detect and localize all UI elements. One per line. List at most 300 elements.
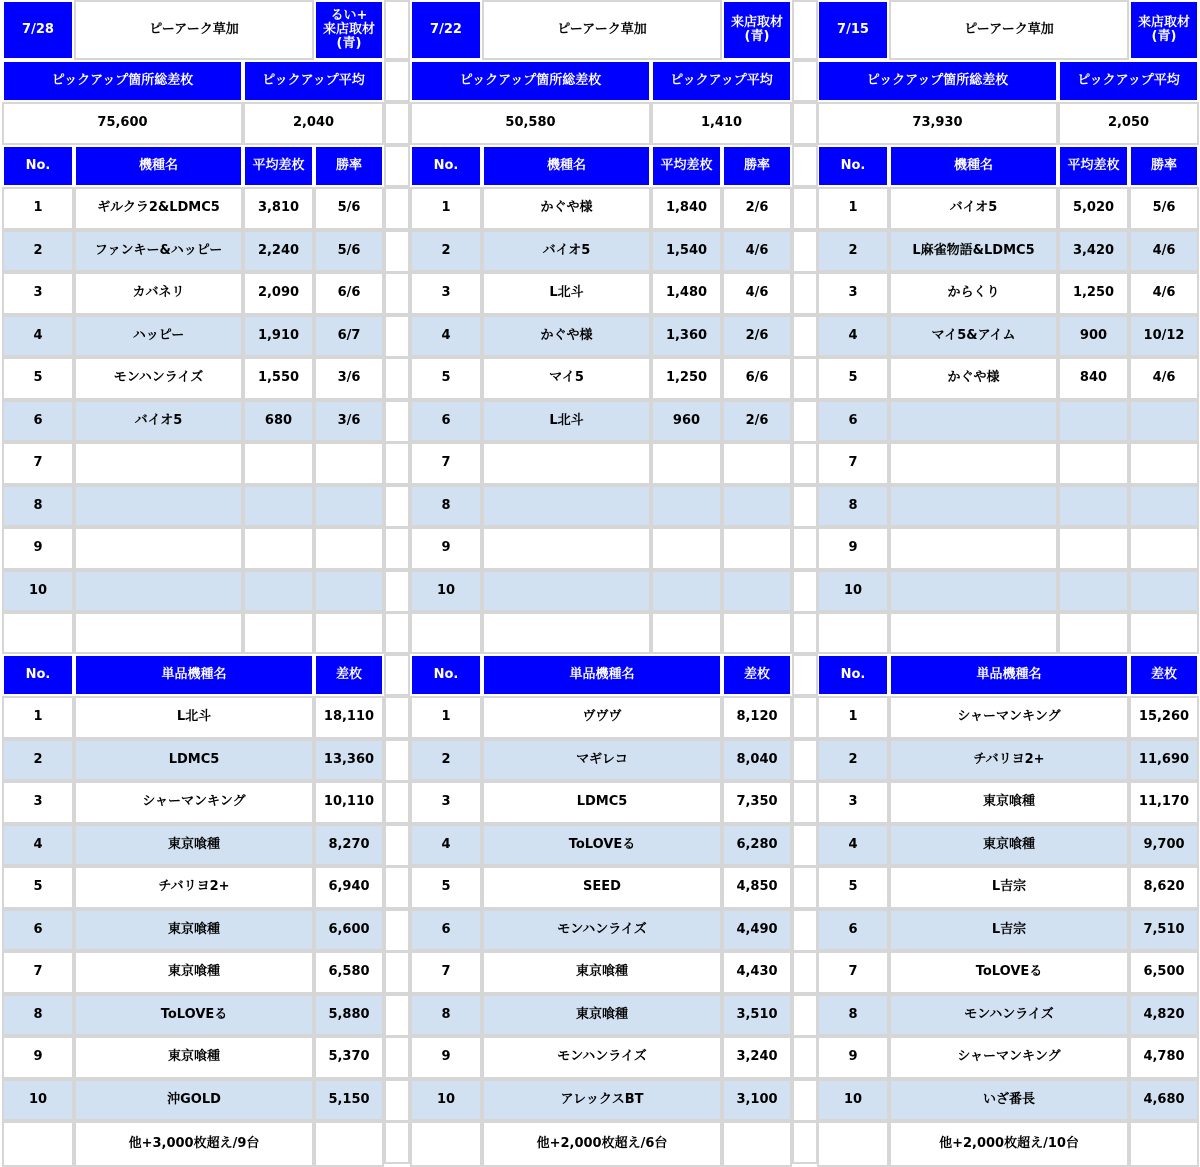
- table-cell: マイ5: [482, 357, 651, 400]
- gap-cell: [792, 1079, 818, 1122]
- table-cell: 6,940: [314, 866, 384, 909]
- table-cell: 5,020: [1058, 187, 1129, 230]
- single-row-no: 4: [410, 824, 482, 866]
- table-cell: 4,490: [722, 909, 792, 951]
- single-row-no: 6: [410, 909, 482, 951]
- gap-cell: [384, 739, 410, 782]
- single-row-no: 5: [2, 866, 74, 909]
- gap-cell: [384, 1079, 410, 1122]
- model-row-no: 2: [817, 230, 889, 272]
- table-cell: いざ番長: [889, 1079, 1129, 1121]
- table-cell: [243, 570, 314, 612]
- table-cell: 15,260: [1129, 696, 1199, 739]
- single-row-no: 8: [817, 994, 889, 1036]
- table-cell: 東京喰種: [889, 781, 1129, 824]
- gap-cell: [792, 696, 818, 739]
- model-row-no: 8: [2, 485, 74, 527]
- model-row-no: 10: [2, 570, 74, 612]
- model-row-no: 10: [410, 570, 482, 612]
- footer-blank: [1129, 1121, 1199, 1167]
- pickup-avg-value: 2,040: [243, 102, 384, 145]
- table-cell: 5,880: [314, 994, 384, 1036]
- single-row-no: 9: [410, 1036, 482, 1079]
- table-cell: 5,150: [314, 1079, 384, 1121]
- gap-cell: [792, 739, 818, 782]
- table-cell: 6/7: [314, 315, 384, 357]
- table-cell: ファンキー&ハッピー: [74, 230, 243, 272]
- pickup-total-value: 73,930: [817, 102, 1058, 145]
- table-cell: [243, 442, 314, 485]
- table-cell: ToLOVEる: [482, 824, 722, 866]
- table-cell: 10,110: [314, 781, 384, 824]
- model-row-no: 7: [410, 442, 482, 485]
- table-cell: [1129, 400, 1199, 442]
- gap-cell: [792, 145, 818, 187]
- model-row-no: 6: [2, 400, 74, 442]
- table-cell: バイオ5: [482, 230, 651, 272]
- table-cell: 6/6: [314, 272, 384, 315]
- single-row-no: 9: [2, 1036, 74, 1079]
- footer-note: 他+3,000枚超え/9台: [74, 1121, 314, 1167]
- table-cell: [889, 570, 1058, 612]
- table-cell: 4/6: [722, 272, 792, 315]
- gap-cell: [792, 612, 818, 654]
- table-cell: 6,600: [314, 909, 384, 951]
- table-cell: [314, 527, 384, 570]
- table-cell: L麻雀物語&LDMC5: [889, 230, 1058, 272]
- spacer-cell: [651, 612, 722, 654]
- table-cell: [482, 485, 651, 527]
- model-row-no: 4: [817, 315, 889, 357]
- table-cell: 5/6: [314, 230, 384, 272]
- table-cell: 4/6: [722, 230, 792, 272]
- single-row-no: 6: [817, 909, 889, 951]
- single-row-no: 1: [2, 696, 74, 739]
- table-cell: 3/6: [314, 400, 384, 442]
- gap-cell: [792, 272, 818, 315]
- model-header-cell: 平均差枚: [243, 145, 314, 187]
- table-cell: L吉宗: [889, 866, 1129, 909]
- single-row-no: 1: [410, 696, 482, 739]
- table-cell: 2/6: [722, 315, 792, 357]
- model-row-no: 7: [2, 442, 74, 485]
- single-row-no: 10: [817, 1079, 889, 1121]
- table-cell: [74, 485, 243, 527]
- gap-cell: [792, 1121, 818, 1164]
- panel-gap: [792, 0, 818, 1167]
- table-cell: からくり: [889, 272, 1058, 315]
- table-cell: 東京喰種: [482, 994, 722, 1036]
- single-row-no: 2: [410, 739, 482, 781]
- spacer-cell: [1129, 612, 1199, 654]
- table-cell: 8,620: [1129, 866, 1199, 909]
- table-cell: [243, 527, 314, 570]
- single-row-no: 7: [817, 951, 889, 994]
- date-cell: 7/28: [2, 0, 74, 60]
- single-header-cell: 差枚: [1129, 654, 1199, 696]
- table-cell: 沖GOLD: [74, 1079, 314, 1121]
- single-row-no: 5: [817, 866, 889, 909]
- gap-cell: [792, 102, 818, 145]
- table-cell: 2,090: [243, 272, 314, 315]
- table-cell: [889, 485, 1058, 527]
- table-cell: 4,820: [1129, 994, 1199, 1036]
- table-cell: 東京喰種: [74, 1036, 314, 1079]
- gap-cell: [384, 909, 410, 952]
- table-cell: [74, 570, 243, 612]
- table-cell: ToLOVEる: [889, 951, 1129, 994]
- table-cell: SEED: [482, 866, 722, 909]
- table-cell: 1,360: [651, 315, 722, 357]
- store-name: ピーアーク草加: [482, 0, 722, 60]
- single-row-no: 3: [410, 781, 482, 824]
- footer-note: 他+2,000枚超え/10台: [889, 1121, 1129, 1167]
- spacer-cell: [482, 612, 651, 654]
- table-cell: L北斗: [482, 272, 651, 315]
- model-row-no: 2: [410, 230, 482, 272]
- table-cell: 3,810: [243, 187, 314, 230]
- table-cell: 3,240: [722, 1036, 792, 1079]
- table-cell: 7,510: [1129, 909, 1199, 951]
- table-cell: 東京喰種: [74, 951, 314, 994]
- single-row-no: 9: [817, 1036, 889, 1079]
- table-cell: 東京喰種: [74, 824, 314, 866]
- single-row-no: 3: [2, 781, 74, 824]
- single-row-no: 7: [2, 951, 74, 994]
- table-cell: L北斗: [74, 696, 314, 739]
- table-cell: 4/6: [1129, 357, 1199, 400]
- gap-cell: [384, 570, 410, 613]
- gap-cell: [792, 1036, 818, 1079]
- model-header-cell: No.: [817, 145, 889, 187]
- single-row-no: 1: [817, 696, 889, 739]
- model-row-no: 7: [817, 442, 889, 485]
- single-row-no: 10: [2, 1079, 74, 1121]
- table-cell: [651, 570, 722, 612]
- table-cell: [722, 442, 792, 485]
- model-header-cell: 機種名: [74, 145, 243, 187]
- spacer-cell: [243, 612, 314, 654]
- single-header-cell: 差枚: [722, 654, 792, 696]
- gap-cell: [384, 145, 410, 187]
- single-header-cell: 単品機種名: [889, 654, 1129, 696]
- table-cell: 1,540: [651, 230, 722, 272]
- visit-note: 来店取材 (青): [1129, 0, 1199, 60]
- pickup-avg-label: ピックアップ平均: [1058, 60, 1199, 102]
- table-cell: 4,430: [722, 951, 792, 994]
- footer-blank: [410, 1121, 482, 1167]
- footer-blank: [314, 1121, 384, 1167]
- single-row-no: 7: [410, 951, 482, 994]
- store-name: ピーアーク草加: [74, 0, 314, 60]
- table-cell: 4,850: [722, 866, 792, 909]
- model-header-cell: 平均差枚: [651, 145, 722, 187]
- table-cell: 6,500: [1129, 951, 1199, 994]
- table-cell: [1058, 400, 1129, 442]
- table-cell: 3,510: [722, 994, 792, 1036]
- single-row-no: 10: [410, 1079, 482, 1121]
- model-row-no: 9: [2, 527, 74, 570]
- table-cell: [1129, 485, 1199, 527]
- gap-cell: [384, 0, 410, 60]
- table-cell: 6,580: [314, 951, 384, 994]
- report-panel: [817, 0, 1199, 1167]
- table-cell: [651, 485, 722, 527]
- gap-cell: [792, 527, 818, 570]
- single-header-cell: 単品機種名: [482, 654, 722, 696]
- gap-cell: [384, 1036, 410, 1079]
- footer-note: 他+2,000枚超え/6台: [482, 1121, 722, 1167]
- footer-blank: [722, 1121, 792, 1167]
- model-row-no: 6: [410, 400, 482, 442]
- table-cell: 13,360: [314, 739, 384, 781]
- table-cell: 3/6: [314, 357, 384, 400]
- gap-cell: [792, 654, 818, 696]
- table-cell: 3,100: [722, 1079, 792, 1121]
- table-cell: 1,550: [243, 357, 314, 400]
- gap-cell: [384, 230, 410, 273]
- table-cell: [482, 527, 651, 570]
- date-cell: 7/15: [817, 0, 889, 60]
- model-row-no: 8: [817, 485, 889, 527]
- gap-cell: [384, 357, 410, 400]
- table-cell: [722, 485, 792, 527]
- single-row-no: 3: [817, 781, 889, 824]
- table-cell: ヴヴヴ: [482, 696, 722, 739]
- table-cell: [1058, 485, 1129, 527]
- single-row-no: 8: [410, 994, 482, 1036]
- table-cell: [889, 400, 1058, 442]
- gap-cell: [792, 781, 818, 824]
- table-cell: [651, 527, 722, 570]
- gap-cell: [384, 272, 410, 315]
- table-cell: 11,690: [1129, 739, 1199, 781]
- table-cell: チバリヨ2+: [74, 866, 314, 909]
- pickup-avg-label: ピックアップ平均: [651, 60, 792, 102]
- table-cell: カバネリ: [74, 272, 243, 315]
- table-cell: 1,250: [651, 357, 722, 400]
- gap-cell: [792, 230, 818, 273]
- table-cell: 4,680: [1129, 1079, 1199, 1121]
- gap-cell: [384, 866, 410, 909]
- spacer-cell: [889, 612, 1058, 654]
- pickup-total-label: ピックアップ箇所総差枚: [410, 60, 651, 102]
- single-row-no: 8: [2, 994, 74, 1036]
- gap-cell: [792, 315, 818, 358]
- pickup-total-label: ピックアップ箇所総差枚: [2, 60, 243, 102]
- table-cell: LDMC5: [74, 739, 314, 781]
- model-row-no: 1: [2, 187, 74, 230]
- gap-cell: [384, 824, 410, 867]
- table-cell: 11,170: [1129, 781, 1199, 824]
- table-cell: モンハンライズ: [889, 994, 1129, 1036]
- table-cell: ToLOVEる: [74, 994, 314, 1036]
- table-cell: アレックスBT: [482, 1079, 722, 1121]
- table-cell: [482, 442, 651, 485]
- single-header-cell: No.: [817, 654, 889, 696]
- table-cell: 9,700: [1129, 824, 1199, 866]
- table-cell: 4/6: [1129, 230, 1199, 272]
- footer-blank: [2, 1121, 74, 1167]
- model-header-cell: 機種名: [482, 145, 651, 187]
- gap-cell: [792, 994, 818, 1037]
- table-cell: 東京喰種: [482, 951, 722, 994]
- gap-cell: [384, 187, 410, 230]
- table-cell: 840: [1058, 357, 1129, 400]
- single-header-cell: 差枚: [314, 654, 384, 696]
- table-cell: ギルクラ2&LDMC5: [74, 187, 243, 230]
- pickup-total-value: 50,580: [410, 102, 651, 145]
- model-header-cell: 平均差枚: [1058, 145, 1129, 187]
- table-cell: [1129, 442, 1199, 485]
- panel-gap: [384, 0, 410, 1167]
- table-cell: [1129, 527, 1199, 570]
- table-cell: 1,840: [651, 187, 722, 230]
- gap-cell: [792, 485, 818, 528]
- table-cell: バイオ5: [889, 187, 1058, 230]
- gap-cell: [384, 781, 410, 824]
- table-cell: モンハンライズ: [482, 1036, 722, 1079]
- table-cell: シャーマンキング: [74, 781, 314, 824]
- single-row-no: 4: [2, 824, 74, 866]
- table-cell: 960: [651, 400, 722, 442]
- single-header-cell: No.: [2, 654, 74, 696]
- table-cell: [74, 442, 243, 485]
- table-cell: [243, 485, 314, 527]
- single-row-no: 6: [2, 909, 74, 951]
- table-cell: 6,280: [722, 824, 792, 866]
- table-cell: [74, 527, 243, 570]
- visit-note: るい+ 来店取材 (青): [314, 0, 384, 60]
- spacer-cell: [74, 612, 243, 654]
- model-row-no: 3: [2, 272, 74, 315]
- table-cell: [651, 442, 722, 485]
- table-cell: 18,110: [314, 696, 384, 739]
- report-panel: [410, 0, 792, 1167]
- store-name: ピーアーク草加: [889, 0, 1129, 60]
- table-cell: チバリヨ2+: [889, 739, 1129, 781]
- table-cell: 4/6: [1129, 272, 1199, 315]
- model-row-no: 10: [817, 570, 889, 612]
- table-cell: 2/6: [722, 400, 792, 442]
- table-cell: 680: [243, 400, 314, 442]
- model-header-cell: 勝率: [722, 145, 792, 187]
- model-row-no: 4: [410, 315, 482, 357]
- spacer-cell: [817, 612, 889, 654]
- date-cell: 7/22: [410, 0, 482, 60]
- gap-cell: [792, 357, 818, 400]
- table-cell: [1129, 570, 1199, 612]
- pickup-total-value: 75,600: [2, 102, 243, 145]
- model-row-no: 5: [817, 357, 889, 400]
- table-cell: マギレコ: [482, 739, 722, 781]
- model-row-no: 4: [2, 315, 74, 357]
- table-cell: [314, 442, 384, 485]
- gap-cell: [792, 951, 818, 994]
- pickup-avg-label: ピックアップ平均: [243, 60, 384, 102]
- table-cell: マイ5&アイム: [889, 315, 1058, 357]
- model-row-no: 9: [817, 527, 889, 570]
- table-cell: 4,780: [1129, 1036, 1199, 1079]
- table-cell: 5,370: [314, 1036, 384, 1079]
- table-cell: かぐや様: [482, 187, 651, 230]
- table-cell: 6/6: [722, 357, 792, 400]
- model-row-no: 3: [817, 272, 889, 315]
- table-cell: かぐや様: [482, 315, 651, 357]
- model-row-no: 1: [410, 187, 482, 230]
- model-header-cell: 機種名: [889, 145, 1058, 187]
- table-cell: [314, 570, 384, 612]
- gap-cell: [792, 442, 818, 485]
- single-row-no: 4: [817, 824, 889, 866]
- table-cell: [722, 570, 792, 612]
- table-cell: 7,350: [722, 781, 792, 824]
- single-row-no: 5: [410, 866, 482, 909]
- model-row-no: 9: [410, 527, 482, 570]
- model-row-no: 5: [410, 357, 482, 400]
- single-header-cell: No.: [410, 654, 482, 696]
- model-header-cell: No.: [2, 145, 74, 187]
- gap-cell: [384, 315, 410, 358]
- table-cell: [1058, 527, 1129, 570]
- gap-cell: [384, 696, 410, 739]
- gap-cell: [384, 654, 410, 696]
- gap-cell: [384, 102, 410, 145]
- table-cell: 1,480: [651, 272, 722, 315]
- spacer-cell: [314, 612, 384, 654]
- table-cell: [1058, 570, 1129, 612]
- spacer-cell: [722, 612, 792, 654]
- table-cell: 3,420: [1058, 230, 1129, 272]
- model-row-no: 5: [2, 357, 74, 400]
- table-cell: 東京喰種: [74, 909, 314, 951]
- table-cell: モンハンライズ: [74, 357, 243, 400]
- gap-cell: [792, 400, 818, 443]
- table-cell: シャーマンキング: [889, 1036, 1129, 1079]
- model-header-cell: No.: [410, 145, 482, 187]
- table-cell: 2,240: [243, 230, 314, 272]
- table-cell: 8,270: [314, 824, 384, 866]
- table-cell: 10/12: [1129, 315, 1199, 357]
- table-cell: [889, 442, 1058, 485]
- spacer-cell: [2, 612, 74, 654]
- model-row-no: 1: [817, 187, 889, 230]
- table-cell: シャーマンキング: [889, 696, 1129, 739]
- gap-cell: [384, 400, 410, 443]
- gap-cell: [792, 866, 818, 909]
- gap-cell: [384, 527, 410, 570]
- table-cell: 2/6: [722, 187, 792, 230]
- gap-cell: [384, 951, 410, 994]
- gap-cell: [384, 60, 410, 102]
- gap-cell: [384, 1121, 410, 1164]
- table-cell: L北斗: [482, 400, 651, 442]
- table-cell: ハッピー: [74, 315, 243, 357]
- table-cell: 900: [1058, 315, 1129, 357]
- gap-cell: [792, 909, 818, 952]
- visit-note: 来店取材 (青): [722, 0, 792, 60]
- pickup-total-label: ピックアップ箇所総差枚: [817, 60, 1058, 102]
- table-cell: [889, 527, 1058, 570]
- model-row-no: 3: [410, 272, 482, 315]
- table-cell: [482, 570, 651, 612]
- table-cell: 8,120: [722, 696, 792, 739]
- table-cell: 5/6: [1129, 187, 1199, 230]
- table-cell: [722, 527, 792, 570]
- spacer-cell: [1058, 612, 1129, 654]
- table-cell: バイオ5: [74, 400, 243, 442]
- gap-cell: [384, 612, 410, 654]
